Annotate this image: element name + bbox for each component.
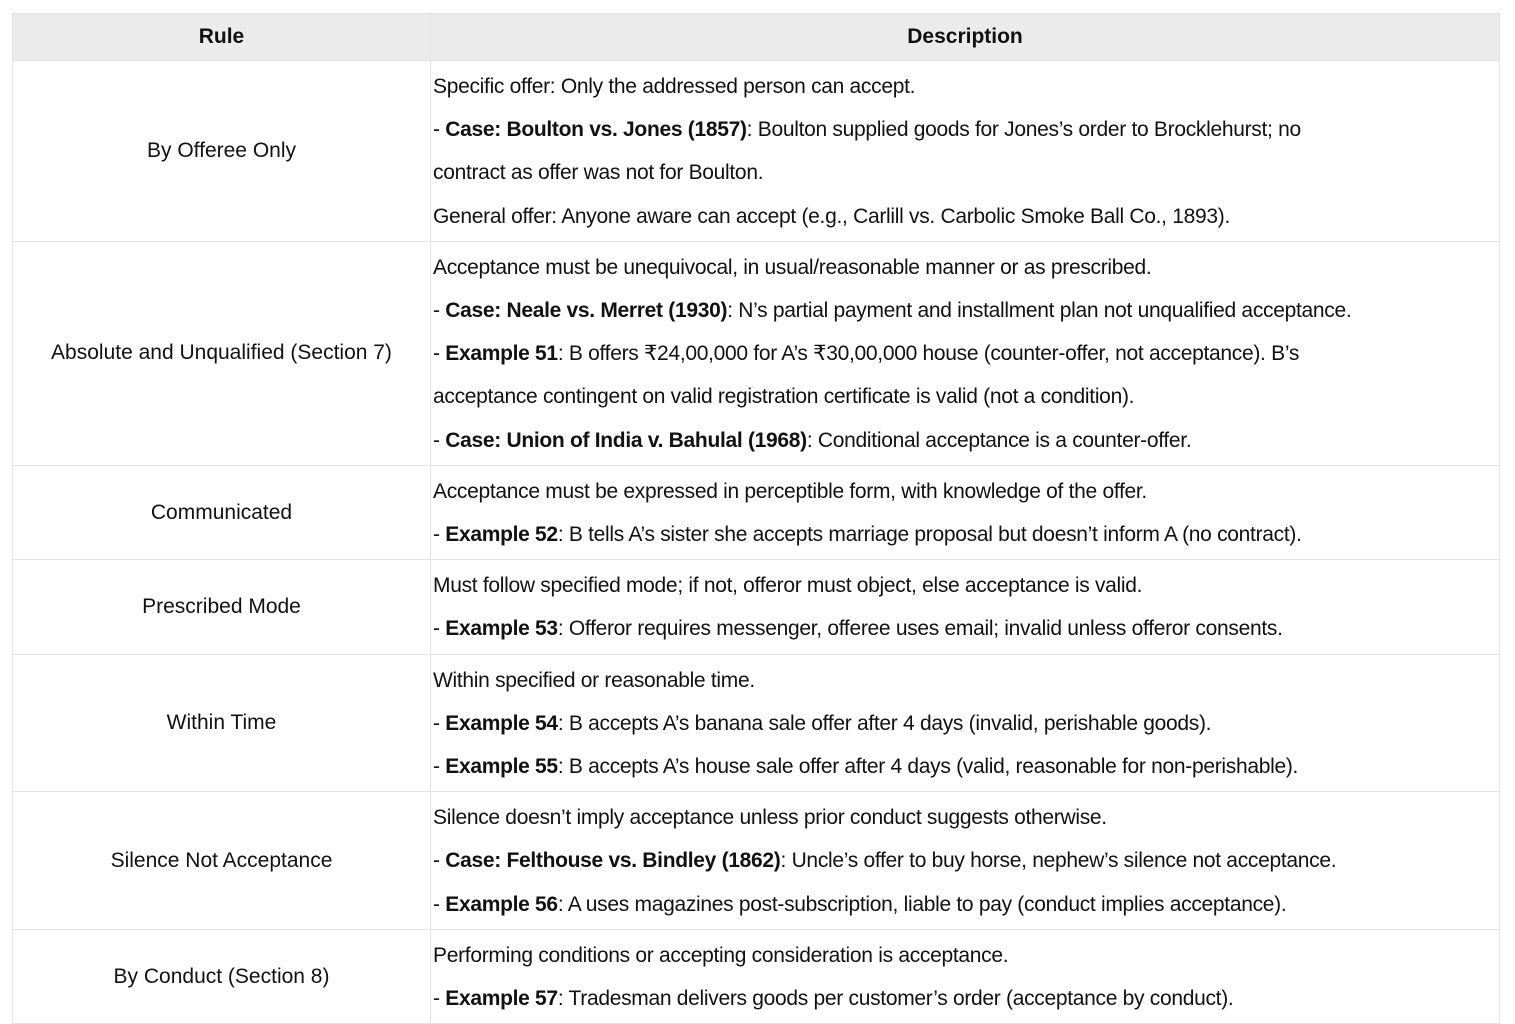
table-row (13, 929, 1500, 1023)
line-text: Silence doesn’t imply acceptance unless prior conduct suggests otherwise. (433, 806, 1107, 830)
line-text: : B tells A’s sister she accepts marriage proposal but doesn’t inform A (no contract). (557, 523, 1302, 547)
table-row (13, 465, 1500, 559)
description-cell (431, 465, 1500, 559)
case-reference: Example 55 (445, 755, 558, 779)
description-line (433, 839, 1495, 882)
description-line (433, 470, 1495, 513)
case-reference: Example 52 (445, 523, 558, 547)
header-rule: Rule (13, 14, 431, 61)
rule-cell: Prescribed Mode (13, 560, 431, 654)
line-text: : A uses magazines post-subscription, liable to pay (conduct implies acceptance). (557, 892, 1287, 916)
case-reference: Case: Union of India v. Bahulal (1968) (445, 428, 807, 452)
description-cell (431, 61, 1500, 242)
description-line (433, 65, 1495, 108)
case-reference: Example 51 (445, 342, 558, 366)
bullet-dash: - (433, 711, 446, 735)
description-line (433, 513, 1495, 556)
rule-cell: Absolute and Unqualified (Section 7) (13, 241, 431, 465)
line-text: Within specified or reasonable time. (433, 668, 755, 692)
table-row (13, 241, 1500, 465)
table-body (13, 61, 1500, 1024)
line-text: Acceptance must be unequivocal, in usual/reasonable manner or as prescribed. (433, 255, 1152, 279)
line-text: : B offers ₹24,00,000 for A’s ₹30,00,000 house (counter-offer, not acceptance). B’s (557, 342, 1300, 366)
description-line (433, 151, 1495, 194)
description-line (433, 796, 1495, 839)
case-reference: Example 56 (445, 892, 558, 916)
description-line (433, 745, 1495, 788)
line-text: Must follow specified mode; if not, offeror must object, else acceptance is valid. (433, 574, 1143, 598)
description-cell (431, 929, 1500, 1023)
description-cell (431, 792, 1500, 930)
case-reference: Case: Neale vs. Merret (1930) (445, 299, 728, 323)
description-line (433, 883, 1495, 926)
description-line (433, 607, 1495, 650)
line-text: Performing conditions or accepting consideration is acceptance. (433, 943, 1009, 967)
table-row (13, 61, 1500, 242)
description-line (433, 246, 1495, 289)
bullet-dash: - (433, 849, 446, 873)
case-reference: Case: Boulton vs. Jones (1857) (445, 118, 747, 142)
rule-cell: Communicated (13, 465, 431, 559)
description-line (433, 332, 1495, 375)
description-line (433, 564, 1495, 607)
bullet-dash: - (433, 987, 446, 1011)
description-cell (431, 560, 1500, 654)
description-line (433, 195, 1495, 238)
line-text: : N’s partial payment and installment plan not unqualified acceptance. (727, 299, 1352, 323)
acceptance-rules-table (12, 13, 1500, 1024)
line-text: : B accepts A’s banana sale offer after 4 days (invalid, perishable goods). (557, 711, 1212, 735)
description-line (433, 289, 1495, 332)
rule-cell: Silence Not Acceptance (13, 792, 431, 930)
line-text: acceptance contingent on valid registration certificate is valid (not a condition). (433, 385, 1135, 409)
description-line (433, 934, 1495, 977)
case-reference: Example 53 (445, 617, 558, 641)
bullet-dash: - (433, 299, 446, 323)
header-description: Description (431, 14, 1500, 61)
line-text: : Uncle’s offer to buy horse, nephew’s silence not acceptance. (780, 849, 1337, 873)
rule-cell: Within Time (13, 654, 431, 792)
table-row (13, 560, 1500, 654)
line-text: Specific offer: Only the addressed person can accept. (433, 75, 916, 98)
description-line (433, 702, 1495, 745)
bullet-dash: - (433, 617, 446, 641)
description-line (433, 108, 1495, 151)
bullet-dash: - (433, 755, 446, 779)
line-text: Acceptance must be expressed in perceptible form, with knowledge of the offer. (433, 479, 1147, 503)
description-cell (431, 241, 1500, 465)
case-reference: Example 54 (445, 711, 558, 735)
description-cell (431, 654, 1500, 792)
description-line (433, 977, 1495, 1020)
description-line (433, 659, 1495, 702)
line-text: : Tradesman delivers goods per customer’s order (acceptance by conduct). (557, 987, 1234, 1011)
line-text: : B accepts A’s house sale offer after 4 days (valid, reasonable for non-perishable). (557, 755, 1299, 779)
description-line (433, 375, 1495, 418)
line-text: : Offeror requires messenger, offeree uses email; invalid unless offeror consents. (557, 617, 1283, 641)
bullet-dash: - (433, 118, 446, 142)
bullet-dash: - (433, 428, 446, 452)
bullet-dash: - (433, 523, 446, 547)
header-row (13, 14, 1500, 61)
bullet-dash: - (433, 892, 446, 916)
case-reference: Example 57 (445, 987, 558, 1011)
line-text: : Conditional acceptance is a counter-offer. (806, 428, 1192, 452)
line-text: : Boulton supplied goods for Jones’s order to Brocklehurst; no (746, 118, 1301, 142)
description-line (433, 419, 1495, 462)
line-text: General offer: Anyone aware can accept (e.g., Carlill vs. Carbolic Smoke Ball Co., 1893). (433, 204, 1230, 228)
rule-cell: By Conduct (Section 8) (13, 929, 431, 1023)
table-row (13, 792, 1500, 930)
case-reference: Case: Felthouse vs. Bindley (1862) (445, 849, 781, 873)
rule-cell: By Offeree Only (13, 61, 431, 242)
bullet-dash: - (433, 342, 446, 366)
line-text: contract as offer was not for Boulton. (433, 161, 764, 185)
table-row (13, 654, 1500, 792)
